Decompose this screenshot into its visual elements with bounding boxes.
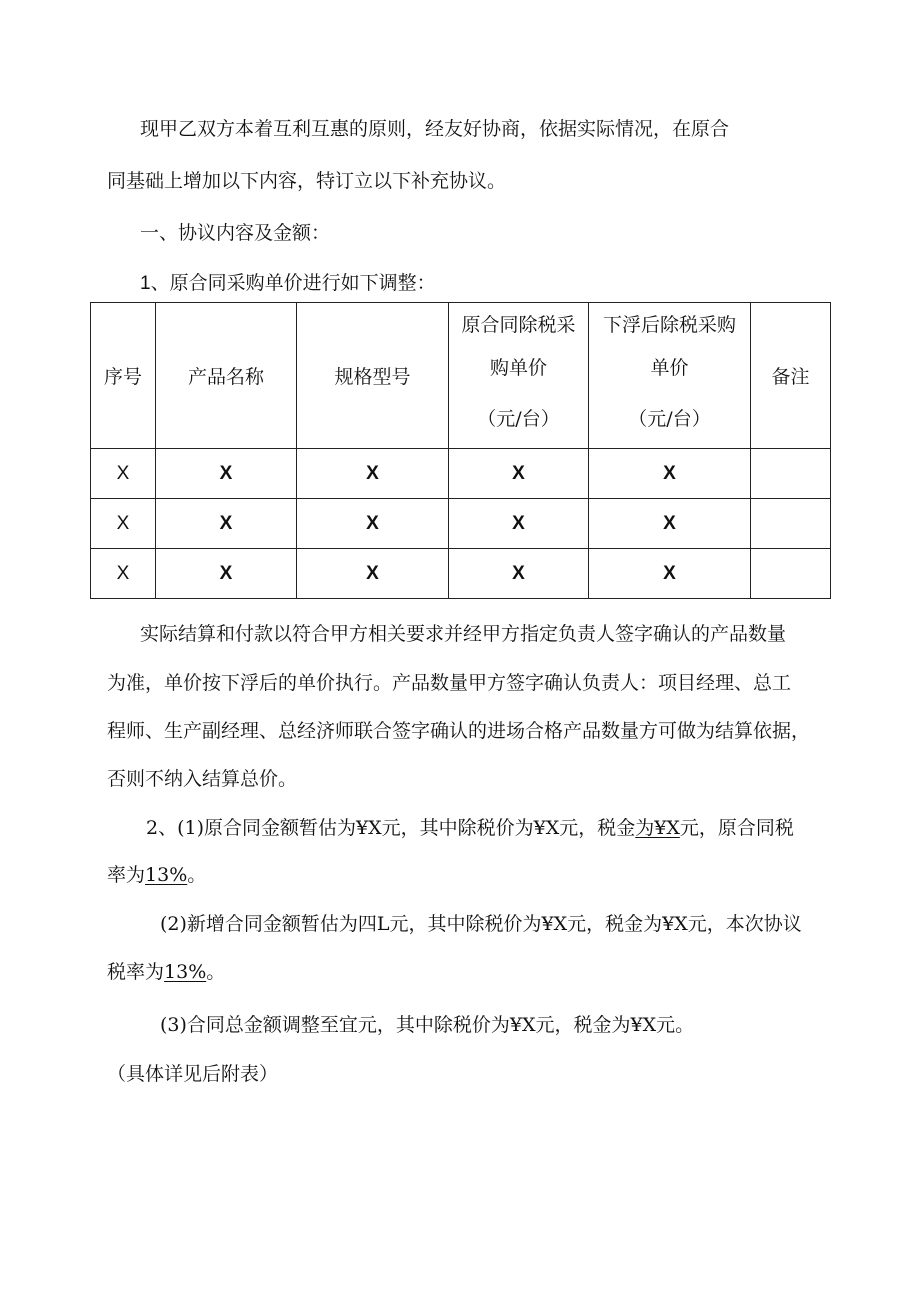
- item-1-text: 、原合同采购单价进行如下调整：: [150, 272, 436, 294]
- cell-product-name: X: [156, 549, 297, 599]
- cell-new-price: X: [589, 499, 751, 549]
- table-header-row: [91, 303, 831, 449]
- table-row: [91, 549, 831, 599]
- clause-2-2-rate-label: 税率为: [107, 961, 165, 983]
- intro-line-2: 同基础上增加以下内容，特订立以下补充协议。: [107, 170, 507, 192]
- clause-2-1-line-2: [107, 862, 867, 888]
- clause-2-2-line-2: [107, 959, 867, 985]
- cell-remark: [751, 449, 831, 499]
- header-new-price-l2: 单价: [650, 356, 689, 379]
- cell-seq: X: [91, 449, 156, 499]
- table-row: [91, 499, 831, 549]
- clause-2-1-rate: 13%: [145, 864, 188, 886]
- clause-2-1-end: 。: [187, 864, 207, 886]
- header-new-price: [589, 303, 751, 449]
- header-original-price-l2: 购单价: [489, 356, 547, 379]
- item-1-number: 1: [140, 273, 151, 294]
- appendix-note: （具体详见后附表）: [107, 1063, 279, 1085]
- table-row: [91, 449, 831, 499]
- header-original-price-l1: 原合同除税采: [461, 313, 576, 336]
- clause-2-1-text-b: 元，原合同税: [679, 817, 794, 839]
- header-original-price: [449, 303, 589, 449]
- intro-line-1: 现甲乙双方本着互利互惠的原则，经友好协商，依据实际情况，在原合: [140, 118, 730, 140]
- clause-2-1-line-1: [146, 815, 906, 841]
- cell-spec-model: X: [297, 449, 449, 499]
- header-remark: 备注: [751, 303, 831, 449]
- cell-seq: X: [91, 549, 156, 599]
- cell-new-price: X: [589, 549, 751, 599]
- price-adjustment-table: [90, 302, 831, 599]
- clause-2-1-text-a: 2、(1)原合同金额暂估为¥X元，其中除税价为¥X元，税金: [146, 817, 636, 839]
- settlement-line-1: 实际结算和付款以符合甲方相关要求并经甲方指定负责人签字确认的产品数量: [140, 623, 787, 645]
- cell-spec-model: X: [297, 549, 449, 599]
- cell-seq: X: [91, 499, 156, 549]
- clause-2-3: (3)合同总金额调整至宜元，其中除税价为¥X元，税金为¥X元。: [160, 1014, 695, 1036]
- cell-remark: [751, 549, 831, 599]
- clause-2-2-line-1: (2)新增合同金额暂估为四L元，其中除税价为¥X元，税金为¥X元，本次协议: [160, 913, 802, 935]
- cell-product-name: X: [156, 449, 297, 499]
- header-new-price-l1: 下浮后除税采购: [602, 313, 736, 336]
- settlement-line-4: 否则不纳入结算总价。: [107, 768, 298, 790]
- cell-original-price: X: [449, 449, 589, 499]
- clause-2-1-underlined: 为¥X: [635, 817, 680, 839]
- cell-spec-model: X: [297, 499, 449, 549]
- cell-remark: [751, 499, 831, 549]
- cell-original-price: X: [449, 549, 589, 599]
- section-heading: 一、协议内容及金额：: [140, 222, 331, 244]
- header-new-price-l3: （元/台）: [628, 407, 711, 430]
- header-spec-model: 规格型号: [297, 303, 449, 449]
- cell-original-price: X: [449, 499, 589, 549]
- cell-new-price: X: [589, 449, 751, 499]
- clause-2-1-rate-label: 率为: [107, 864, 146, 886]
- clause-2-2-rate: 13%: [164, 961, 207, 983]
- header-seq: 序号: [91, 303, 156, 449]
- clause-2-2-end: 。: [206, 961, 226, 983]
- cell-product-name: X: [156, 499, 297, 549]
- settlement-line-3: 程师、生产副经理、总经济师联合签字确认的进场合格产品数量方可做为结算依据，: [107, 720, 811, 742]
- header-original-price-l3: （元/台）: [477, 407, 560, 430]
- item-1-heading: [140, 270, 900, 297]
- header-product-name: 产品名称: [156, 303, 297, 449]
- settlement-line-2: 为准，单价按下浮后的单价执行。产品数量甲方签字确认负责人：项目经理、总工: [107, 672, 792, 694]
